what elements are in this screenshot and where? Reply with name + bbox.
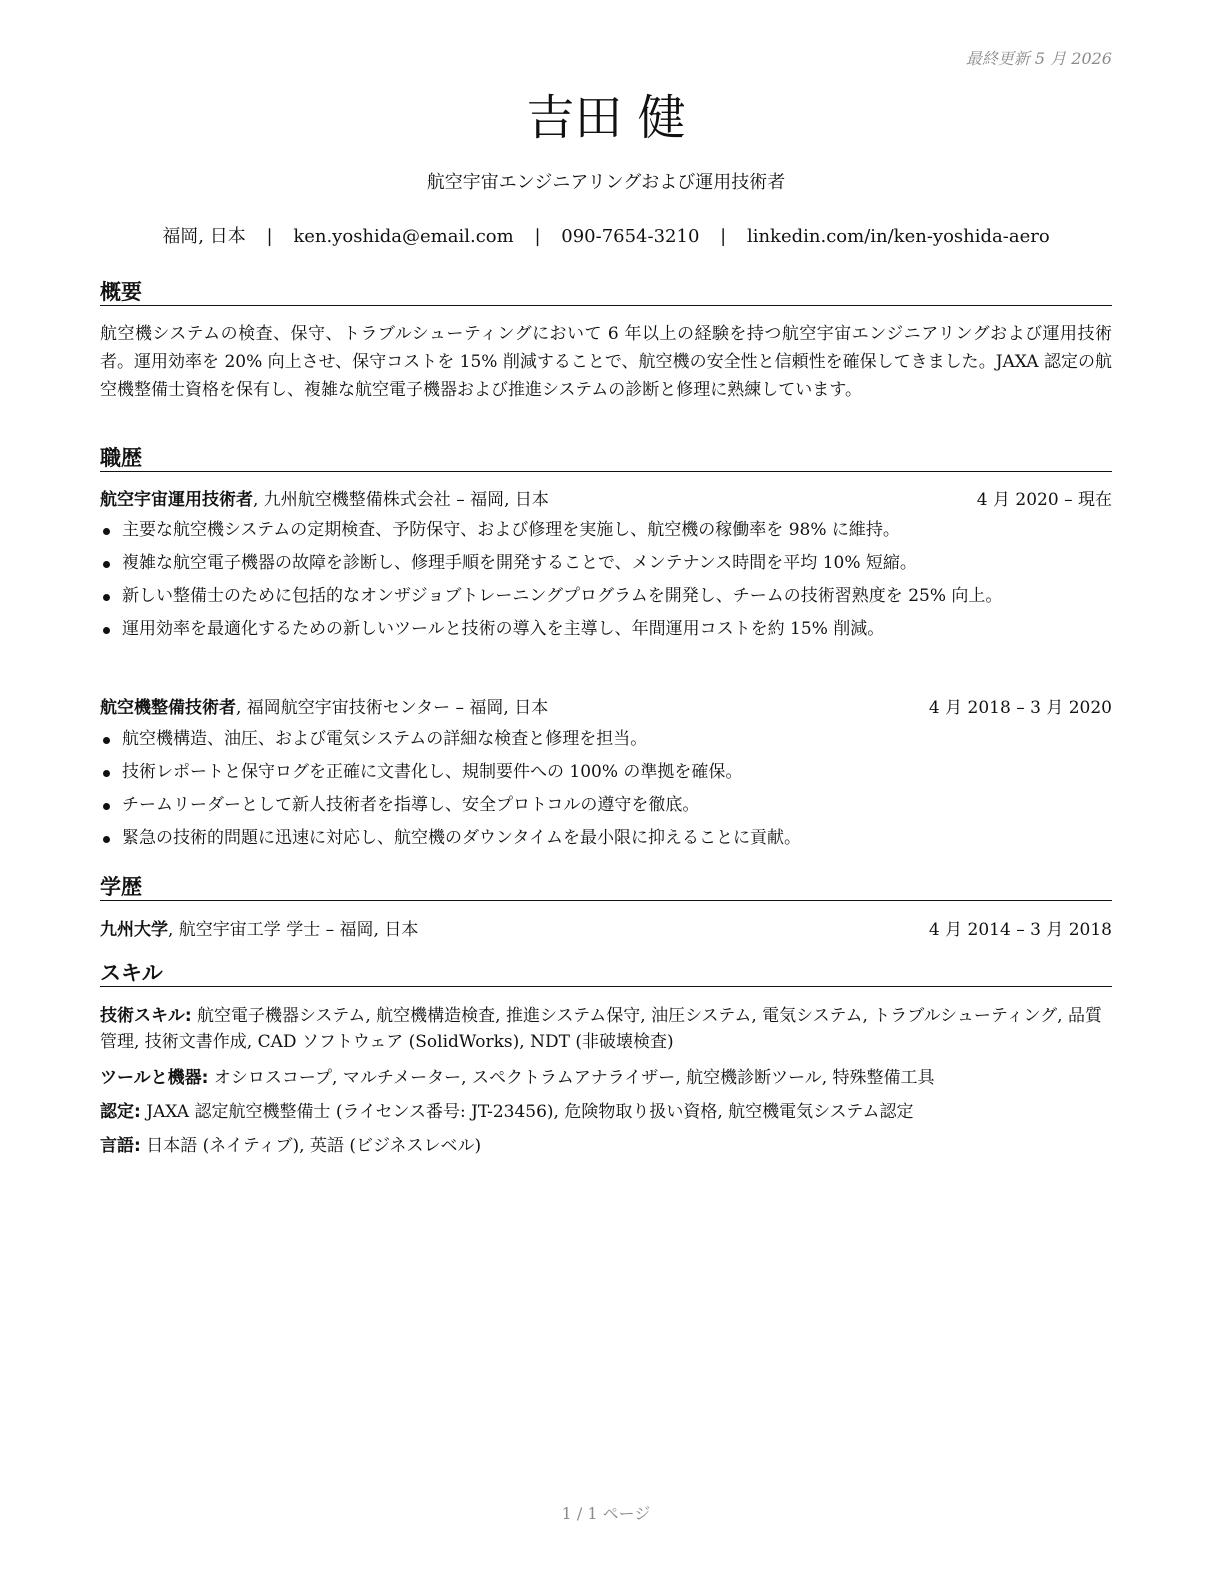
list-item [100, 615, 1112, 643]
job-entry-header [100, 696, 1112, 720]
job-entry-header [100, 488, 1112, 512]
education-entry [100, 918, 1112, 942]
skill-line-technical [100, 1003, 1112, 1055]
skill-label: 言語: [100, 1136, 141, 1156]
contact-email[interactable]: ken.yoshida@email.com [293, 226, 514, 247]
job-title: 航空宇宙エンジニアリングおよび運用技術者 [426, 172, 786, 193]
bullet-icon [103, 737, 110, 744]
job-org: , 福岡航空宇宙技術センター – 福岡, 日本 [236, 698, 549, 718]
bullet-text: 新しい整備士のために包括的なオンザジョブトレーニングプログラムを開発し、チームの技術習熟度を 25% 向上。 [122, 586, 1003, 606]
bullet-icon [103, 770, 110, 777]
bullet-text: 航空機構造、油圧、および電気システムの詳細な検査と修理を担当。 [122, 729, 648, 749]
bullet-icon [103, 803, 110, 810]
contact-separator: | [720, 226, 727, 247]
page-indicator: 1 / 1 ページ [561, 1504, 651, 1523]
degree-detail: , 航空宇宙工学 学士 – 福岡, 日本 [168, 920, 419, 940]
contact-phone[interactable]: 090-7654-3210 [561, 226, 700, 247]
skill-line-languages [100, 1133, 1112, 1159]
summary-text: 航空機システムの検査、保守、トラブルシューティングにおいて 6 年以上の経験を持つ航空宇宙エンジニアリングおよび運用技術者。運用効率を 20% 向上させ、保守コストを 15% 削減することで、航空機の安全性と信頼性を確保してきました。JAXA 認定の航空機整備士資格を保有し、複雑な航空電子機器および推進システムの診断と修理に熟練しています。 [100, 324, 1112, 400]
last-updated: 最終更新 5 月 2026 [965, 49, 1112, 68]
section-heading-education: 学歴 [100, 874, 1112, 901]
job-org: , 九州航空機整備株式会社 – 福岡, 日本 [253, 490, 549, 510]
skill-text: 航空電子機器システム, 航空機構造検査, 推進システム保守, 油圧システム, 電気システム, トラブルシューティング, 品質管理, 技術文書作成, CAD ソフトウェア (SolidWorks), NDT (非破壊検査) [100, 1006, 1102, 1052]
contact-line [100, 225, 1112, 249]
bullet-text: 運用効率を最適化するための新しいツールと技術の導入を主導し、年間運用コストを約 15% 削減。 [122, 619, 885, 639]
list-item [100, 582, 1112, 610]
school-name: 九州大学 [100, 920, 168, 940]
bullet-icon [103, 528, 110, 535]
bullet-text: 主要な航空機システムの定期検査、予防保守、および修理を実施し、航空機の稼働率を 98% に維持。 [122, 520, 900, 540]
list-item [100, 758, 1112, 786]
bullet-text: 緊急の技術的問題に迅速に対応し、航空機のダウンタイムを最小限に抑えることに貢献。 [122, 828, 801, 848]
skill-text: 日本語 (ネイティブ), 英語 (ビジネスレベル) [140, 1136, 482, 1156]
bullet-text: チームリーダーとして新人技術者を指導し、安全プロトコルの遵守を徹底。 [122, 795, 700, 815]
skill-label: 技術スキル: [100, 1006, 192, 1026]
skill-text: オシロスコープ, マルチメーター, スペクトラムアナライザー, 航空機診断ツール, 特殊整備工具 [208, 1068, 935, 1088]
list-item [100, 791, 1112, 819]
skill-text: JAXA 認定航空機整備士 (ライセンス番号: JT-23456), 危険物取り扱い資格, 航空機電気システム認定 [140, 1102, 914, 1122]
skill-label: ツールと機器: [100, 1068, 209, 1088]
person-name: 吉田 健 [526, 90, 686, 146]
contact-separator: | [534, 226, 541, 247]
list-item [100, 549, 1112, 577]
list-item [100, 725, 1112, 753]
bullet-icon [103, 561, 110, 568]
education-dates: 4 月 2014 – 3 月 2018 [928, 920, 1112, 940]
job-bullets [100, 516, 1112, 648]
skill-label: 認定: [100, 1102, 141, 1122]
contact-separator: | [266, 226, 273, 247]
job-role: 航空宇宙運用技術者 [100, 490, 253, 510]
list-item [100, 516, 1112, 544]
section-heading-skills: スキル [100, 960, 1112, 987]
section-heading-experience: 職歴 [100, 445, 1112, 472]
bullet-text: 技術レポートと保守ログを正確に文書化し、規制要件への 100% の準拠を確保。 [122, 762, 743, 782]
contact-linkedin[interactable]: linkedin.com/in/ken-yoshida-aero [746, 226, 1050, 247]
section-heading-summary: 概要 [100, 279, 1112, 306]
skill-line-tools [100, 1065, 1112, 1091]
skill-line-certifications [100, 1099, 1112, 1125]
job-dates: 4 月 2020 – 現在 [976, 490, 1112, 510]
contact-location: 福岡, 日本 [162, 226, 246, 247]
list-item [100, 824, 1112, 852]
bullet-text: 複雑な航空電子機器の故障を診断し、修理手順を開発することで、メンテナンス時間を平均 10% 短縮。 [122, 553, 917, 573]
job-dates: 4 月 2018 – 3 月 2020 [928, 698, 1112, 718]
job-bullets [100, 725, 1112, 857]
bullet-icon [103, 594, 110, 601]
bullet-icon [103, 627, 110, 634]
bullet-icon [103, 836, 110, 843]
job-role: 航空機整備技術者 [100, 698, 236, 718]
